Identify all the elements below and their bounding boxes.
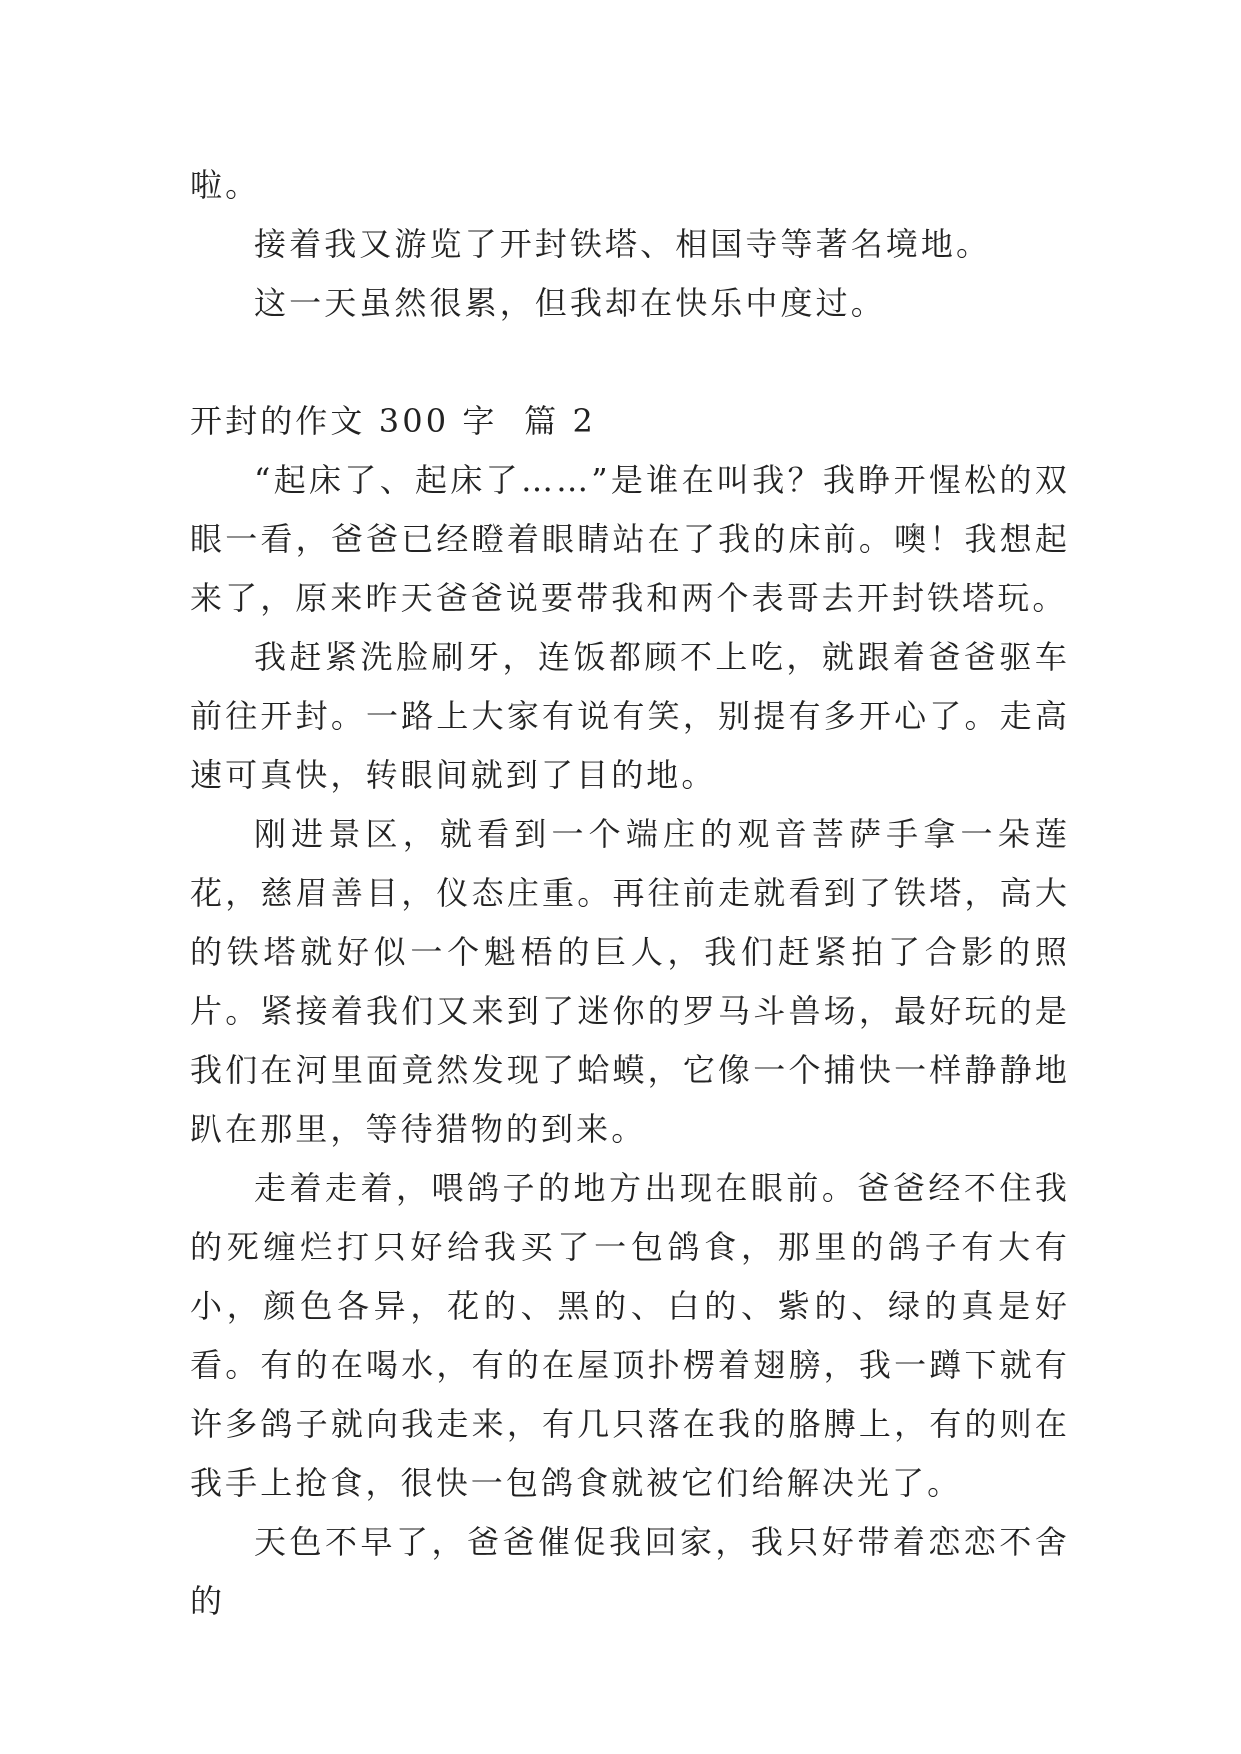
body-paragraph-1: “起床了、起床了……”是谁在叫我？我睁开惺松的双眼一看，爸爸已经瞪着眼睛站在了我的床前。噢！我想起来了，原来昨天爸爸说要带我和两个表哥去开封铁塔玩。 bbox=[190, 461, 1070, 617]
document-body bbox=[190, 156, 1070, 1631]
section-title: 开封的作文 300 字 篇 2 bbox=[190, 402, 596, 440]
continuation-text: 啦。 bbox=[190, 166, 261, 204]
body-paragraph-3: 刚进景区，就看到一个端庄的观音菩萨手拿一朵莲花，慈眉善目，仪态庄重。再往前走就看到了铁塔，高大的铁塔就好似一个魁梧的巨人，我们赶紧拍了合影的照片。紧接着我们又来到了迷你的罗马斗兽场，最好玩的是我们在河里面竟然发现了蛤蟆，它像一个捕快一样静静地趴在那里，等待猎物的到来。 bbox=[190, 815, 1070, 1148]
intro-paragraph-1: 接着我又游览了开封铁塔、相国寺等著名境地。 bbox=[254, 225, 992, 263]
intro-paragraph-2: 这一天虽然很累，但我却在快乐中度过。 bbox=[254, 284, 886, 322]
body-paragraph-5: 天色不早了，爸爸催促我回家，我只好带着恋恋不舍的 bbox=[190, 1523, 1070, 1620]
body-paragraph-2: 我赶紧洗脸刷牙，连饭都顾不上吃，就跟着爸爸驱车前往开封。一路上大家有说有笑，别提有多开心了。走高速可真快，转眼间就到了目的地。 bbox=[190, 638, 1070, 794]
body-paragraph-4: 走着走着，喂鸽子的地方出现在眼前。爸爸经不住我的死缠烂打只好给我买了一包鸽食，那里的鸽子有大有小，颜色各异，花的、黑的、白的、紫的、绿的真是好看。有的在喝水，有的在屋顶扑楞着翅膀，我一蹲下就有许多鸽子就向我走来，有几只落在我的胳膊上，有的则在我手上抢食，很快一包鸽食就被它们给解决光了。 bbox=[190, 1169, 1070, 1502]
